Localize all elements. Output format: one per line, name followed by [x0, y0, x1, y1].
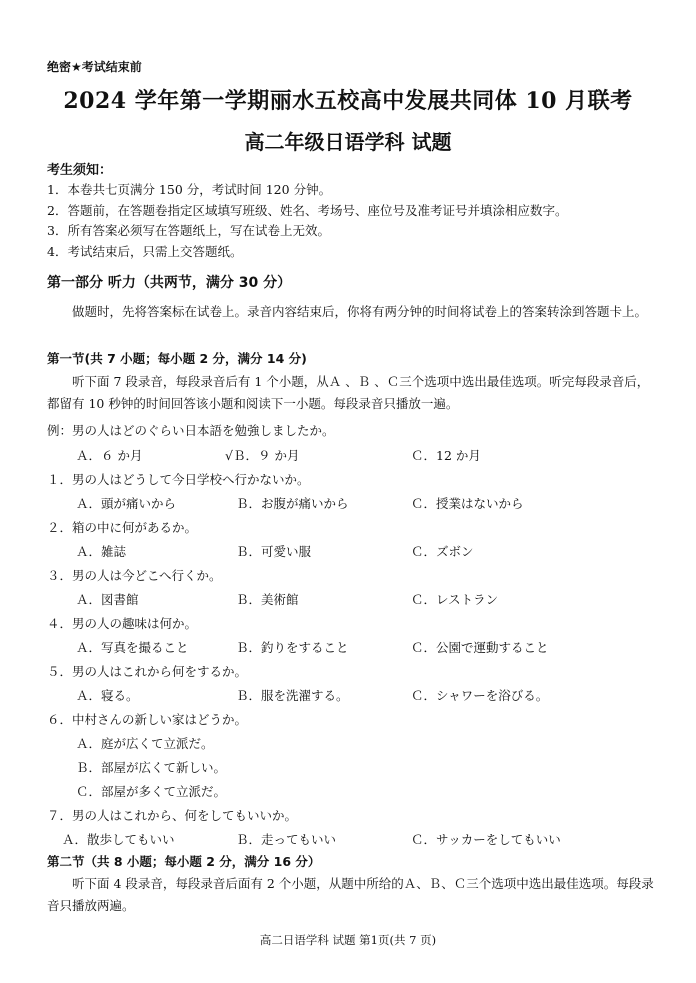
notice-item: 4．考试结束后，只需上交答题纸。 — [47, 243, 243, 259]
notice-title: 考生须知： — [47, 163, 113, 178]
q2-option-b: Ｂ．可愛い服 — [236, 544, 312, 559]
q7-option-c: Ｃ．サッカーをしてもいい — [411, 832, 561, 847]
question-3: ３．男の人は今どこへ行くか。 — [47, 568, 222, 583]
q1-option-c: Ｃ．授業はないから — [411, 496, 524, 511]
example-option-b: √Ｂ．９ か月 — [225, 448, 300, 463]
q7-option-b: Ｂ．走ってもいい — [236, 832, 337, 847]
notice-item: 1．本卷共七页满分 150 分，考试时间 120 分钟。 — [47, 182, 332, 197]
question-4: ４．男の人の趣味は何か。 — [47, 616, 198, 631]
q4-option-b: Ｂ．釣りをすること — [236, 640, 349, 655]
notice-item: 3．所有答案必须写在答题纸上，写在试卷上无效。 — [47, 223, 330, 238]
question-2: ２．箱の中に何があるか。 — [47, 520, 198, 535]
q6-option-b: Ｂ．部屋が広くて新しい。 — [76, 760, 227, 775]
q4-option-a: Ａ．写真を撮ること — [76, 640, 189, 655]
section2-instruction: 听下面 4 段录音，每段录音后面有 2 个小题，从题中所给的Ａ、Ｂ、Ｃ三个选项中选出最佳选项。每段录音只播放两遍。 — [47, 876, 654, 913]
secret-mark: 绝密★考试结束前 — [47, 60, 142, 74]
q2-option-c: Ｃ．ズボン — [411, 544, 474, 559]
q7-option-a: Ａ．散歩してもいい — [62, 832, 175, 847]
q5-option-a: Ａ．寝る。 — [76, 688, 139, 703]
question-1: １．男の人はどうして今日学校へ行かないか。 — [47, 472, 310, 487]
example-option-c: Ｃ．12 か月 — [411, 448, 481, 463]
question-5: ５．男の人はこれから何をするか。 — [47, 664, 248, 679]
q2-option-a: Ａ．雑誌 — [76, 544, 127, 559]
question-7: ７．男の人はこれから、何をしてもいいか。 — [47, 808, 298, 823]
q3-option-a: Ａ．図書館 — [76, 592, 139, 607]
q6-option-c: Ｃ．部屋が多くて立派だ。 — [76, 784, 227, 799]
section1-title: 第一节(共 7 小题；每小题 2 分，满分 14 分) — [47, 351, 307, 366]
notice-item: 2．答题前，在答题卷指定区域填写班级、姓名、考场号、座位号及准考证号并填涂相应数字。 — [47, 202, 568, 218]
q5-option-b: Ｂ．服を洗濯する。 — [236, 688, 349, 703]
exam-subtitle: 高二年级日语学科 试题 — [244, 130, 452, 154]
q1-option-b: Ｂ．お腹が痛いから — [236, 496, 349, 511]
part1-title: 第一部分 听力（共两节，满分 30 分） — [47, 275, 292, 291]
section2-title: 第二节（共 8 小题；每小题 2 分，满分 16 分） — [47, 854, 321, 869]
q1-option-a: Ａ．頭が痛いから — [76, 496, 177, 511]
q3-option-c: Ｃ．レストラン — [411, 592, 499, 607]
example-option-a: Ａ．６ か月 — [76, 448, 143, 463]
section1-instruction: 听下面 7 段录音，每段录音后有 1 个小题，从Ａ 、Ｂ 、Ｃ三个选项中选出最佳选项。听完每段录音后，都留有 10 秒钟的时间回答该小题和阅读下一小题。每段录音只播放一遍。 — [47, 374, 650, 411]
q3-option-b: Ｂ．美術館 — [236, 592, 299, 607]
q5-option-c: Ｃ．シャワーを浴びる。 — [411, 688, 549, 703]
part1-intro: 做题时，先将答案标在试卷上。录音内容结束后，你将有两分钟的时间将试卷上的答案转涂到答题卡上。 — [72, 304, 648, 319]
question-6: ６．中村さんの新しい家はどうか。 — [47, 712, 248, 727]
page-footer: 高二日语学科 试题 第1页(共 7 页) — [259, 933, 437, 947]
example-question: 例：男の人はどのぐらい日本語を勉強しましたか。 — [47, 423, 335, 438]
q4-option-c: Ｃ．公園で運動すること — [411, 640, 549, 655]
q6-option-a: Ａ．庭が広くて立派だ。 — [76, 736, 214, 751]
exam-title: 2024 学年第一学期丽水五校高中发展共同体 10 月联考 — [63, 88, 633, 114]
notice-list — [47, 180, 667, 262]
